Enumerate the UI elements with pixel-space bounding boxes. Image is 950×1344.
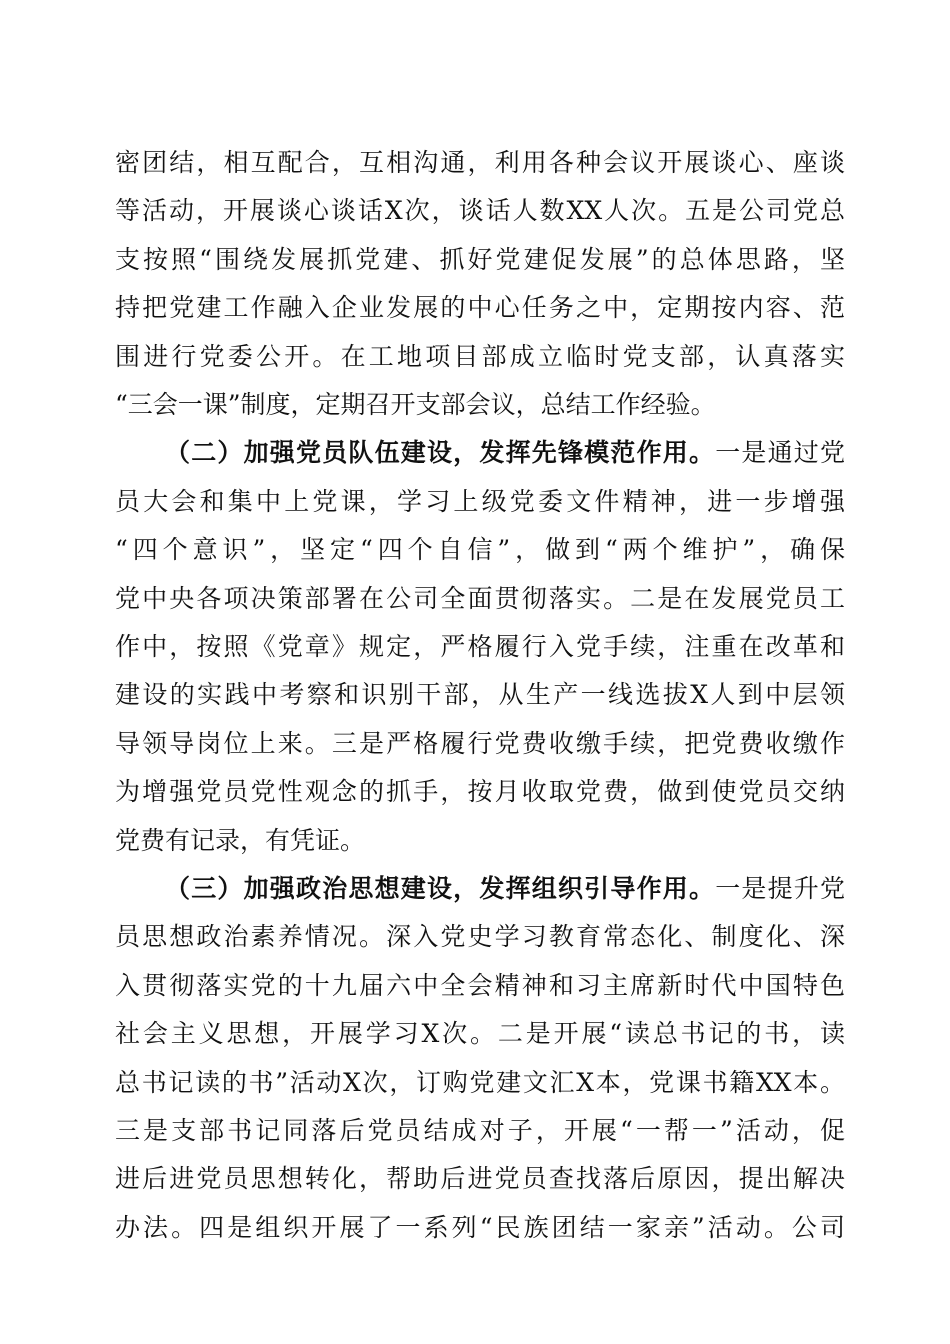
paragraph-1-line-1: 密团结，相互配合，互相沟通，利用各种会议开展谈心、座谈	[115, 148, 845, 177]
paragraph-2-line-7: 导领导岗位上来。三是严格履行党费收缴手续，把党费收缴作	[115, 729, 845, 758]
paragraph-3-line-7: 进后进党员思想转化，帮助后进党员查找落后原因，提出解决	[115, 1164, 845, 1193]
paragraph-2-line-3: “四个意识”，坚定“四个自信”，做到“两个维护”，确保	[115, 535, 845, 564]
paragraph-3-line-5: 总书记读的书”活动X次，订购党建文汇X本，党课书籍XX本。	[115, 1068, 845, 1097]
paragraph-1-line-6: “三会一课”制度，定期召开支部会议，总结工作经验。	[115, 390, 716, 419]
paragraph-3-line-4: 社会主义思想，开展学习X次。二是开展“读总书记的书，读	[115, 1019, 845, 1048]
paragraph-3-line-8: 办法。四是组织开展了一系列“民族团结一家亲”活动。公司	[115, 1213, 845, 1242]
paragraph-2-line-1	[165, 429, 845, 476]
paragraph-3-line-1	[165, 865, 845, 912]
paragraph-3-line-6: 三是支部书记同落后党员结成对子，开展“一帮一”活动，促	[115, 1116, 845, 1145]
paragraph-2-line-2: 员大会和集中上党课，学习上级党委文件精神，进一步增强	[115, 487, 845, 516]
paragraph-3-first-rest: 一是提升党	[715, 874, 845, 903]
paragraph-1-line-5: 围进行党委公开。在工地项目部成立临时党支部，认真落实	[115, 342, 845, 371]
paragraph-3-heading: （三）加强政治思想建设，发挥组织引导作用。	[165, 874, 716, 903]
paragraph-1-line-3: 支按照“围绕发展抓党建、抓好党建促发展”的总体思路，坚	[115, 245, 845, 274]
paragraph-2-line-6: 建设的实践中考察和识别干部，从生产一线选拔X人到中层领	[115, 680, 845, 709]
paragraph-2-line-8: 为增强党员党性观念的抓手，按月收取党费，做到使党员交纳	[115, 777, 845, 806]
paragraph-3-line-3: 入贯彻落实党的十九届六中全会精神和习主席新时代中国特色	[115, 971, 845, 1000]
paragraph-2-line-5: 作中，按照《党章》规定，严格履行入党手续，注重在改革和	[115, 632, 845, 661]
paragraph-1-line-4: 持把党建工作融入企业发展的中心任务之中，定期按内容、范	[115, 293, 845, 322]
paragraph-1-line-2: 等活动，开展谈心谈话X次，谈话人数XX人次。五是公司党总	[115, 196, 845, 225]
paragraph-3-line-2: 员思想政治素养情况。深入党史学习教育常态化、制度化、深	[115, 922, 845, 951]
paragraph-2-line-4: 党中央各项决策部署在公司全面贯彻落实。二是在发展党员工	[115, 584, 845, 613]
paragraph-2-heading: （二）加强党员队伍建设，发挥先锋模范作用。	[165, 438, 716, 467]
paragraph-2-line-9: 党费有记录，有凭证。	[115, 826, 366, 855]
paragraph-2-first-rest: 一是通过党	[715, 438, 845, 467]
